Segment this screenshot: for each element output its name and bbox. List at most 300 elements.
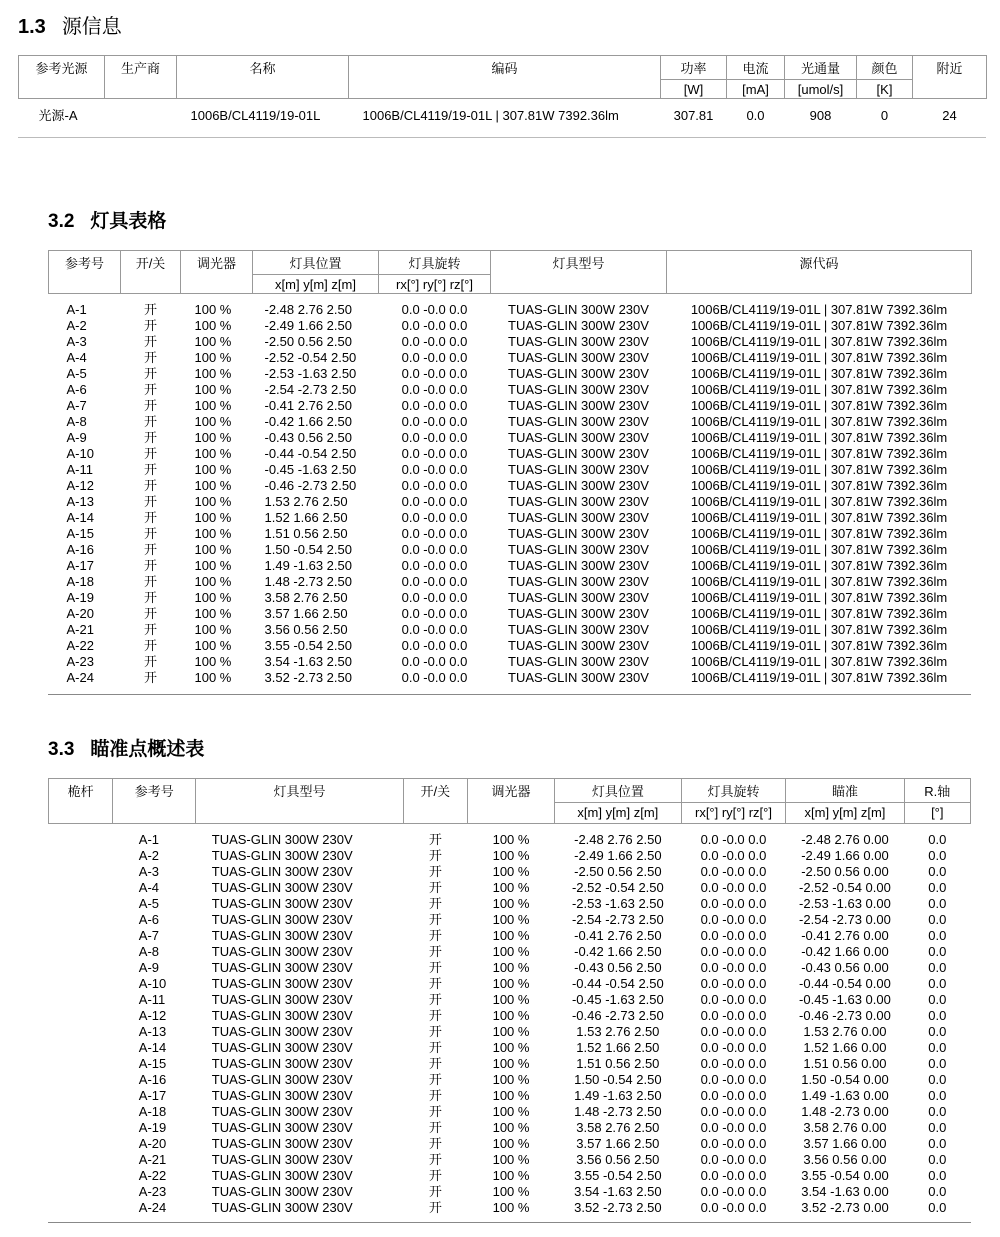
column-header-label: 桅杆 xyxy=(67,784,94,799)
table-cell: TUAS-GLIN 300W 230V xyxy=(508,334,649,349)
table-cell: 100 % xyxy=(492,1024,530,1039)
column-header-label: 生产商 xyxy=(120,61,160,76)
table-row xyxy=(49,1088,971,1104)
table-cell: 1006B/CL4119/19-01L xyxy=(190,108,321,123)
table-cell: 100 % xyxy=(492,1072,530,1087)
table-cell xyxy=(49,824,113,849)
table-cell: 0.0 -0.0 0.0 xyxy=(700,848,767,863)
table-cell: TUAS-GLIN 300W 230V xyxy=(211,880,353,895)
table-cell: 1.52 1.66 2.50 xyxy=(576,1040,660,1055)
table-cell: 0.0 xyxy=(746,108,765,123)
column-header-unit xyxy=(21,79,102,97)
column-header xyxy=(403,779,467,824)
table-cell xyxy=(49,880,113,896)
table-cell xyxy=(49,1072,113,1088)
table-cell: 开 xyxy=(428,944,442,959)
table-cell: 100 % xyxy=(492,864,530,879)
table-cell: A-4 xyxy=(66,350,87,365)
column-header-unit xyxy=(198,802,400,820)
table-cell: TUAS-GLIN 300W 230V xyxy=(211,976,353,991)
table-cell: 3.58 2.76 0.00 xyxy=(803,1120,887,1135)
table-cell: -2.49 1.66 2.50 xyxy=(574,848,662,863)
table-row xyxy=(49,992,971,1008)
table-cell: 1006B/CL4119/19-01L | 307.81W 7392.36lm xyxy=(690,446,948,461)
column-header-label: 编码 xyxy=(491,61,518,76)
table-cell: 100 % xyxy=(492,1088,530,1103)
table-cell: 0.0 -0.0 0.0 xyxy=(401,574,468,589)
table-row xyxy=(49,960,971,976)
table-cell: A-21 xyxy=(66,622,94,637)
table-row xyxy=(49,1024,971,1040)
table-cell: 100 % xyxy=(492,1008,530,1023)
table-cell: 0.0 xyxy=(928,1104,947,1119)
table-cell: 0.0 -0.0 0.0 xyxy=(700,1136,767,1151)
table-cell: 0.0 xyxy=(928,1040,947,1055)
column-header xyxy=(49,251,121,294)
section-heading: 瞄准点概述表 xyxy=(90,739,205,760)
table-cell: 0.0 xyxy=(928,928,947,943)
column-header-label: 灯具型号 xyxy=(552,256,605,271)
table-cell: TUAS-GLIN 300W 230V xyxy=(508,462,649,477)
table-cell: TUAS-GLIN 300W 230V xyxy=(211,960,353,975)
table-cell xyxy=(49,960,113,976)
table-cell: 1.49 -1.63 2.50 xyxy=(574,1088,662,1103)
table-cell: 开 xyxy=(428,1152,442,1167)
table-cell: 100 % xyxy=(194,590,232,605)
table-row xyxy=(49,848,971,864)
table-cell: 1006B/CL4119/19-01L | 307.81W 7392.36lm xyxy=(690,638,948,653)
table-cell: A-16 xyxy=(66,542,94,557)
table-cell: A-11 xyxy=(66,462,93,477)
table-cell: 3.54 -1.63 2.50 xyxy=(574,1184,662,1199)
table-cell: TUAS-GLIN 300W 230V xyxy=(211,1056,353,1071)
aiming-summary-table xyxy=(48,778,971,1216)
table-cell: 开 xyxy=(143,654,157,669)
table-cell: TUAS-GLIN 300W 230V xyxy=(211,944,353,959)
table-cell: 0.0 xyxy=(928,976,947,991)
table-cell: A-14 xyxy=(66,510,94,525)
column-header-label: 灯具旋转 xyxy=(707,784,760,799)
table-cell: 0.0 -0.0 0.0 xyxy=(401,334,468,349)
table-cell: TUAS-GLIN 300W 230V xyxy=(508,574,649,589)
table-cell: 0.0 -0.0 0.0 xyxy=(401,318,468,333)
table-cell: 1006B/CL4119/19-01L | 307.81W 7392.36lm xyxy=(690,606,948,621)
table-row xyxy=(49,1184,971,1200)
table-cell: 1006B/CL4119/19-01L | 307.81W 7392.36lm xyxy=(690,590,948,605)
table-cell: 0 xyxy=(880,108,889,123)
table-row xyxy=(49,1136,971,1152)
table-cell xyxy=(49,1024,113,1040)
column-header-label: 源代码 xyxy=(799,256,839,271)
table-cell: 1006B/CL4119/19-01L | 307.81W 7392.36lm xyxy=(690,574,948,589)
column-header-unit xyxy=(123,274,178,292)
table-cell: A-18 xyxy=(66,574,94,589)
table-cell xyxy=(49,928,113,944)
table-cell: 1.51 0.56 2.50 xyxy=(576,1056,660,1071)
table-cell: 0.0 xyxy=(928,832,947,847)
column-header xyxy=(196,779,403,824)
table-row xyxy=(49,928,971,944)
table-cell: TUAS-GLIN 300W 230V xyxy=(508,302,649,317)
table-cell: 0.0 -0.0 0.0 xyxy=(401,462,468,477)
table-cell: 3.55 -0.54 0.00 xyxy=(801,1168,889,1183)
column-header xyxy=(467,779,554,824)
table-cell: 开 xyxy=(428,912,442,927)
table-cell: -2.54 -2.73 2.50 xyxy=(264,382,357,397)
table-cell: TUAS-GLIN 300W 230V xyxy=(508,670,649,685)
column-header xyxy=(177,56,349,99)
column-header-unit xyxy=(406,802,465,820)
table-header-row xyxy=(49,779,971,824)
table-row xyxy=(49,824,971,849)
table-cell: 0.0 -0.0 0.0 xyxy=(700,1168,767,1183)
table-cell: 307.81 xyxy=(673,108,714,123)
column-header xyxy=(681,779,786,824)
table-cell: 0.0 xyxy=(928,944,947,959)
table-cell: 100 % xyxy=(194,398,232,413)
column-header-unit xyxy=(493,274,664,292)
table-cell: 开 xyxy=(143,318,157,333)
table-cell: 100 % xyxy=(194,574,232,589)
table-cell: 1006B/CL4119/19-01L | 307.81W 7392.36lm xyxy=(690,398,948,413)
table-cell: 开 xyxy=(143,478,157,493)
table-row xyxy=(49,912,971,928)
section-title-aiming-summary xyxy=(48,734,204,761)
table-cell: 开 xyxy=(143,558,157,573)
table-row xyxy=(49,334,972,350)
table-cell: 0.0 -0.0 0.0 xyxy=(700,960,767,975)
table-cell: TUAS-GLIN 300W 230V xyxy=(211,848,353,863)
table-cell xyxy=(49,848,113,864)
table-cell: 0.0 -0.0 0.0 xyxy=(401,414,468,429)
table-cell: 100 % xyxy=(492,1152,530,1167)
table-cell: 100 % xyxy=(194,494,232,509)
table-cell: 开 xyxy=(428,1072,442,1087)
table-cell: A-2 xyxy=(66,318,87,333)
table-cell: 0.0 -0.0 0.0 xyxy=(401,606,468,621)
table-cell: A-8 xyxy=(138,944,160,959)
column-header-label: 灯具位置 xyxy=(591,784,644,799)
table-cell: 0.0 -0.0 0.0 xyxy=(401,558,468,573)
table-row xyxy=(49,1072,971,1088)
section-heading: 源信息 xyxy=(61,16,122,38)
table-cell: 24 xyxy=(942,108,957,123)
table-cell: -0.42 1.66 2.50 xyxy=(264,414,352,429)
table-cell: 100 % xyxy=(194,430,232,445)
table-cell: 1.50 -0.54 2.50 xyxy=(574,1072,662,1087)
table-cell: TUAS-GLIN 300W 230V xyxy=(211,1024,353,1039)
column-header xyxy=(667,251,972,294)
table-cell: 3.55 -0.54 2.50 xyxy=(264,638,352,653)
column-header-unit: [umol/s] xyxy=(785,79,856,98)
table-row xyxy=(49,366,972,382)
table-cell: A-5 xyxy=(138,896,160,911)
table-cell: 0.0 -0.0 0.0 xyxy=(700,896,767,911)
table-cell: 3.56 0.56 2.50 xyxy=(576,1152,660,1167)
table-cell: TUAS-GLIN 300W 230V xyxy=(508,350,649,365)
column-header xyxy=(379,251,491,294)
table-cell: TUAS-GLIN 300W 230V xyxy=(508,606,649,621)
table-cell: 1006B/CL4119/19-01L | 307.81W 7392.36lm xyxy=(690,526,948,541)
table-cell: 1.49 -1.63 0.00 xyxy=(801,1088,889,1103)
table-cell: 1.53 2.76 2.50 xyxy=(576,1024,660,1039)
table-cell: 开 xyxy=(143,462,157,477)
table-cell: 1.53 2.76 0.00 xyxy=(803,1024,887,1039)
column-header xyxy=(904,779,970,824)
table-cell: A-22 xyxy=(138,1168,167,1183)
table-cell: 0.0 xyxy=(928,864,947,879)
table-cell: A-6 xyxy=(138,912,160,927)
table-cell: -2.48 2.76 2.50 xyxy=(264,302,352,317)
table-cell: 100 % xyxy=(492,1184,530,1199)
table-cell: 3.54 -1.63 0.00 xyxy=(801,1184,889,1199)
table-cell: 开 xyxy=(428,1024,442,1039)
table-cell: 0.0 xyxy=(928,1168,947,1183)
table-cell: -2.50 0.56 2.50 xyxy=(264,334,352,349)
column-header-unit: x[m] y[m] z[m] xyxy=(555,802,681,821)
column-header-label: 参考号 xyxy=(64,256,104,271)
table-cell: 100 % xyxy=(492,912,530,927)
table-cell: 0.0 -0.0 0.0 xyxy=(700,864,767,879)
table-cell: 3.57 1.66 2.50 xyxy=(264,606,348,621)
table-cell: 0.0 -0.0 0.0 xyxy=(700,1184,767,1199)
table-row xyxy=(49,294,972,319)
table-cell: 开 xyxy=(143,398,157,413)
table-cell: TUAS-GLIN 300W 230V xyxy=(211,1136,353,1151)
table-cell: -0.46 -2.73 0.00 xyxy=(799,1008,891,1023)
table-cell: 开 xyxy=(143,638,157,653)
table-cell: TUAS-GLIN 300W 230V xyxy=(211,832,353,847)
table-row xyxy=(49,1200,971,1216)
column-header xyxy=(785,56,857,99)
table-cell: 100 % xyxy=(194,334,232,349)
table-cell: A-9 xyxy=(138,960,160,975)
table-cell: -2.54 -2.73 0.00 xyxy=(799,912,891,927)
column-header-label: 灯具旋转 xyxy=(408,256,461,271)
table-row xyxy=(49,494,972,510)
table-cell: TUAS-GLIN 300W 230V xyxy=(508,558,649,573)
table-cell: 3.58 2.76 2.50 xyxy=(576,1120,660,1135)
table-cell: 100 % xyxy=(194,510,232,525)
column-header-unit: rx[°] ry[°] rz[°] xyxy=(682,802,786,821)
table-cell: 开 xyxy=(428,1056,442,1071)
table-cell xyxy=(49,944,113,960)
table-cell: 0.0 -0.0 0.0 xyxy=(401,366,468,381)
table-cell: 1.50 -0.54 0.00 xyxy=(801,1072,889,1087)
table-cell: TUAS-GLIN 300W 230V xyxy=(508,414,649,429)
table-cell: TUAS-GLIN 300W 230V xyxy=(508,430,649,445)
table-cell: TUAS-GLIN 300W 230V xyxy=(211,1008,353,1023)
table-cell xyxy=(49,896,113,912)
table-cell: -2.49 1.66 0.00 xyxy=(801,848,889,863)
column-header-unit: [K] xyxy=(857,79,912,98)
table-cell: 开 xyxy=(143,414,157,429)
table-cell: 开 xyxy=(428,880,442,895)
table-cell: 开 xyxy=(428,832,442,847)
table-cell: 100 % xyxy=(194,670,232,685)
table-cell: A-3 xyxy=(138,864,160,879)
table-cell: 1.49 -1.63 2.50 xyxy=(264,558,352,573)
table-cell: 1006B/CL4119/19-01L | 307.81W 7392.36lm xyxy=(690,494,948,509)
table-cell: TUAS-GLIN 300W 230V xyxy=(508,542,649,557)
table-cell: 1.48 -2.73 0.00 xyxy=(801,1104,889,1119)
column-header-label: 参考光源 xyxy=(35,61,88,76)
table-cell: TUAS-GLIN 300W 230V xyxy=(211,1184,353,1199)
table-cell: A-10 xyxy=(138,976,167,991)
column-header-unit xyxy=(51,802,110,820)
table-cell: -0.41 2.76 2.50 xyxy=(264,398,352,413)
table-cell: 100 % xyxy=(492,832,530,847)
table-row xyxy=(49,446,972,462)
table-cell: 0.0 -0.0 0.0 xyxy=(401,638,468,653)
column-header-label: 瞄准 xyxy=(831,784,858,799)
table-cell: 100 % xyxy=(194,382,232,397)
table-cell: 0.0 -0.0 0.0 xyxy=(700,1040,767,1055)
table-cell: 100 % xyxy=(194,654,232,669)
table-row xyxy=(49,398,972,414)
table-row xyxy=(49,414,972,430)
table-cell xyxy=(49,992,113,1008)
column-header-unit: rx[°] ry[°] rz[°] xyxy=(379,274,490,293)
table-cell: 100 % xyxy=(194,638,232,653)
table-cell: 0.0 xyxy=(928,1056,947,1071)
table-cell: A-6 xyxy=(66,382,87,397)
table-cell: 开 xyxy=(428,992,442,1007)
section-number: 3.2 xyxy=(48,211,75,232)
table-cell: TUAS-GLIN 300W 230V xyxy=(211,1200,353,1215)
table-cell: A-15 xyxy=(66,526,94,541)
table-cell: 3.57 1.66 2.50 xyxy=(576,1136,660,1151)
table-cell: 开 xyxy=(428,1200,442,1215)
table-cell: 0.0 -0.0 0.0 xyxy=(401,510,468,525)
table-cell: -2.53 -1.63 0.00 xyxy=(799,896,891,911)
column-header xyxy=(121,251,181,294)
column-header xyxy=(661,56,727,99)
table-cell: 3.55 -0.54 2.50 xyxy=(574,1168,662,1183)
table-cell: A-12 xyxy=(66,478,94,493)
table-row xyxy=(49,510,972,526)
table-cell: -0.45 -1.63 0.00 xyxy=(799,992,891,1007)
table-cell: A-1 xyxy=(138,832,160,847)
table-cell: A-22 xyxy=(66,638,94,653)
table-cell: 1006B/CL4119/19-01L | 307.81W 7392.36lm xyxy=(690,366,948,381)
table-cell: 3.54 -1.63 2.50 xyxy=(264,654,352,669)
table-cell: 0.0 xyxy=(928,1184,947,1199)
table-cell: 0.0 -0.0 0.0 xyxy=(700,1072,767,1087)
table-cell: 100 % xyxy=(194,542,232,557)
table-cell: 1006B/CL4119/19-01L | 307.81W 7392.36lm xyxy=(690,462,948,477)
table-header-row xyxy=(19,56,987,99)
table-cell: 3.56 0.56 2.50 xyxy=(264,622,348,637)
table-cell: 100 % xyxy=(492,992,530,1007)
table-cell: A-3 xyxy=(66,334,87,349)
table-cell: 开 xyxy=(143,590,157,605)
table-cell: 0.0 -0.0 0.0 xyxy=(700,1056,767,1071)
table-cell: 1.50 -0.54 2.50 xyxy=(264,542,352,557)
table-cell: 0.0 -0.0 0.0 xyxy=(401,542,468,557)
table-cell: 1006B/CL4119/19-01L | 307.81W 7392.36lm xyxy=(690,478,948,493)
table-cell: -0.43 0.56 0.00 xyxy=(801,960,889,975)
table-cell: 100 % xyxy=(492,848,530,863)
table-cell: 0.0 xyxy=(928,1008,947,1023)
table-cell: 0.0 -0.0 0.0 xyxy=(401,670,468,685)
table-cell: A-20 xyxy=(66,606,94,621)
table-cell: 0.0 xyxy=(928,912,947,927)
table-cell: TUAS-GLIN 300W 230V xyxy=(211,1072,353,1087)
table-cell: 0.0 xyxy=(928,848,947,863)
table-cell: 0.0 xyxy=(928,896,947,911)
table-cell: -0.42 1.66 0.00 xyxy=(801,944,889,959)
table-cell xyxy=(49,1200,113,1216)
table-cell: 100 % xyxy=(194,622,232,637)
table-row xyxy=(49,430,972,446)
table-cell: 开 xyxy=(143,302,157,317)
column-header-label: 开/关 xyxy=(420,784,451,799)
column-header-label: 灯具位置 xyxy=(289,256,342,271)
table-cell: A-13 xyxy=(66,494,94,509)
table-cell: 光源-A xyxy=(38,108,78,123)
table-cell: 0.0 -0.0 0.0 xyxy=(700,1152,767,1167)
table-cell: 100 % xyxy=(492,880,530,895)
table-row xyxy=(49,880,971,896)
table-cell: -2.53 -1.63 2.50 xyxy=(571,896,664,911)
source-info-table xyxy=(18,55,987,124)
table-cell: -0.43 0.56 2.50 xyxy=(264,430,352,445)
table-cell: 0.0 -0.0 0.0 xyxy=(401,302,468,317)
table-row xyxy=(49,864,971,880)
table-cell: 3.52 -2.73 0.00 xyxy=(801,1200,889,1215)
column-header-label: 调光器 xyxy=(196,256,236,271)
table-cell: 0.0 xyxy=(928,880,947,895)
table-cell xyxy=(49,1104,113,1120)
table-cell: 100 % xyxy=(194,366,232,381)
table-cell: 0.0 xyxy=(928,1136,947,1151)
column-header-unit: x[m] y[m] z[m] xyxy=(786,802,903,821)
table-cell xyxy=(49,1008,113,1024)
table-cell: 1.52 1.66 0.00 xyxy=(803,1040,887,1055)
table-row xyxy=(49,1040,971,1056)
table-row xyxy=(49,318,972,334)
column-header xyxy=(857,56,913,99)
table-cell: -0.45 -1.63 2.50 xyxy=(571,992,664,1007)
table-row xyxy=(49,1120,971,1136)
table-cell xyxy=(49,1184,113,1200)
table-cell: 1.51 0.56 0.00 xyxy=(803,1056,887,1071)
table-cell: TUAS-GLIN 300W 230V xyxy=(508,526,649,541)
table-cell: TUAS-GLIN 300W 230V xyxy=(211,928,353,943)
table-cell: A-10 xyxy=(66,446,94,461)
table-row xyxy=(49,606,972,622)
table-cell: 0.0 -0.0 0.0 xyxy=(401,430,468,445)
table-cell: TUAS-GLIN 300W 230V xyxy=(508,382,649,397)
table-cell: 0.0 -0.0 0.0 xyxy=(700,928,767,943)
table-cell: 3.52 -2.73 2.50 xyxy=(574,1200,662,1215)
table-cell: 0.0 -0.0 0.0 xyxy=(700,1024,767,1039)
table-cell: A-8 xyxy=(66,414,87,429)
table-cell: 0.0 -0.0 0.0 xyxy=(401,382,468,397)
table-cell: 1006B/CL4119/19-01L | 307.81W 7392.36lm xyxy=(690,510,948,525)
table-cell: TUAS-GLIN 300W 230V xyxy=(508,318,649,333)
table-row xyxy=(49,896,971,912)
table-cell: A-5 xyxy=(66,366,87,381)
column-header-label: R.轴 xyxy=(924,784,951,799)
table-cell: 1006B/CL4119/19-01L | 307.81W 7392.36lm xyxy=(690,318,948,333)
table-row xyxy=(49,670,972,686)
table-cell: 100 % xyxy=(492,1168,530,1183)
table-cell: 0.0 -0.0 0.0 xyxy=(401,590,468,605)
table-cell: TUAS-GLIN 300W 230V xyxy=(211,1152,353,1167)
table-cell: 3.56 0.56 0.00 xyxy=(803,1152,887,1167)
